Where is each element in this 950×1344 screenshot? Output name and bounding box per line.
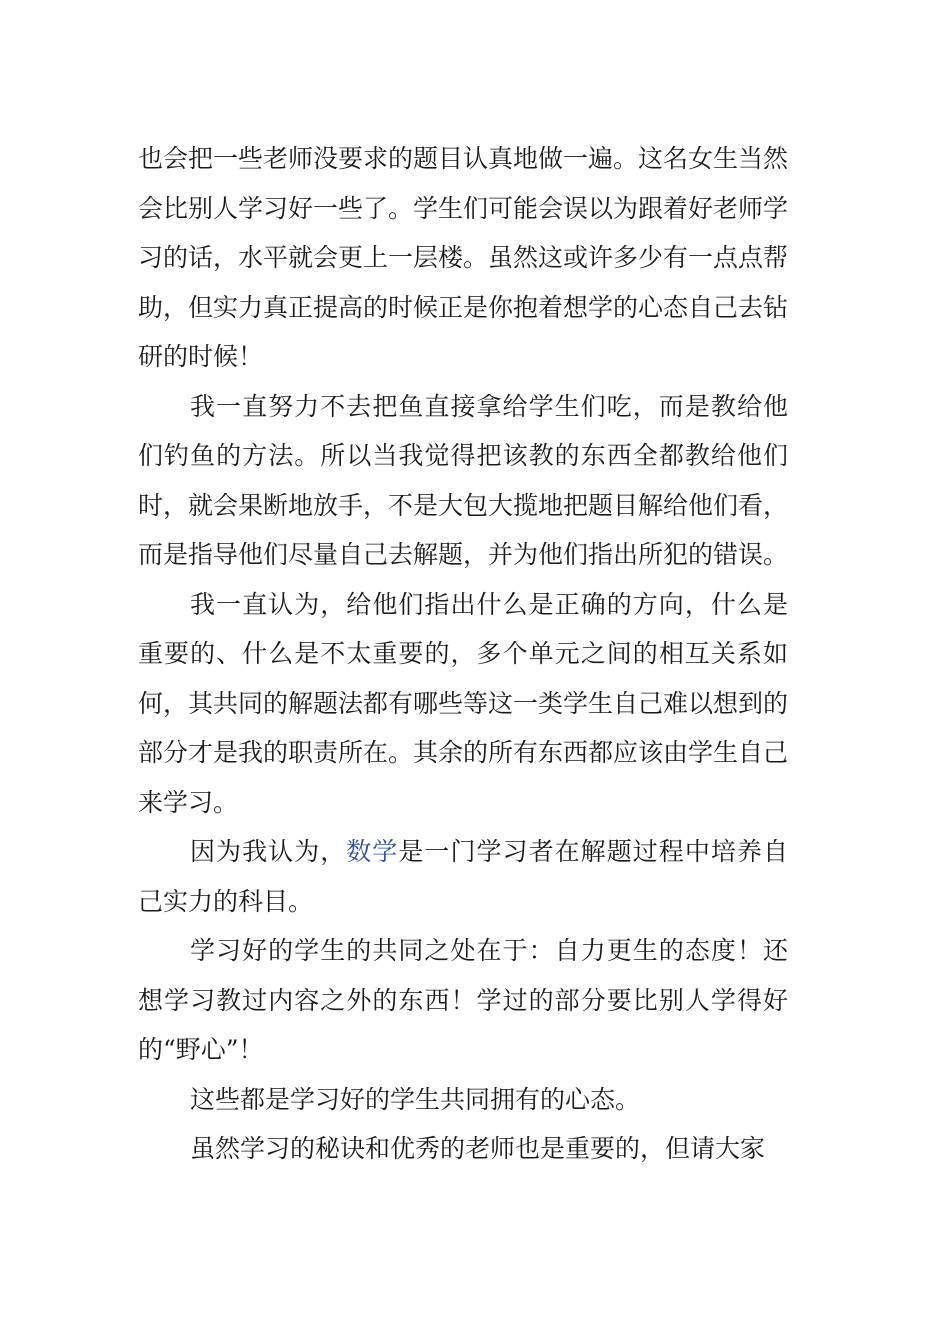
paragraph-5: 学习好的学生的共同之处在于：自力更生的态度！还想学习教过内容之外的东西！学过的部分要比别人学得好的“野心”！ — [138, 936, 788, 1064]
paragraph-3: 我一直认为，给他们指出什么是正确的方向，什么是重要的、什么是不太重要的，多个单元之间的相互关系如何，其共同的解题法都有哪些等这一类学生自己难以想到的部分才是我的职责所在。其余的所有东西都应该由学生自己来学习。 — [138, 589, 789, 817]
paragraph-1: 也会把一些老师没要求的题目认真地做一遍。这名女生当然会比别人学习好一些了。学生们可能会误以为跟着好老师学习的话，水平就会更上一层楼。虽然这或许多少有一点点帮助，但实力真正提高的时候正是你抱着想学的心态自己去钻研的时候！ — [138, 144, 789, 371]
paragraph-4 — [138, 827, 788, 926]
math-link[interactable]: 数学 — [346, 837, 399, 866]
paragraph-2: 我一直努力不去把鱼直接拿给学生们吃，而是教给他们钓鱼的方法。所以当我觉得把该教的东西全都教给他们时，就会果断地放手，不是大包大揽地把题目解给他们看，而是指导他们尽量自己去解题，并为他们指出所犯的错误。 — [138, 391, 789, 569]
paragraph-4-lead: 因为我认为， — [190, 837, 347, 866]
paragraph-7: 虽然学习的秘诀和优秀的老师也是重要的，但请大家 — [190, 1134, 766, 1163]
paragraph-6: 这些都是学习好的学生共同拥有的心态。 — [190, 1084, 641, 1114]
document-body — [138, 134, 788, 1174]
paragraph-4-rest: 是一门学习者在解题过程中培养自己实力的科目。 — [138, 837, 788, 916]
